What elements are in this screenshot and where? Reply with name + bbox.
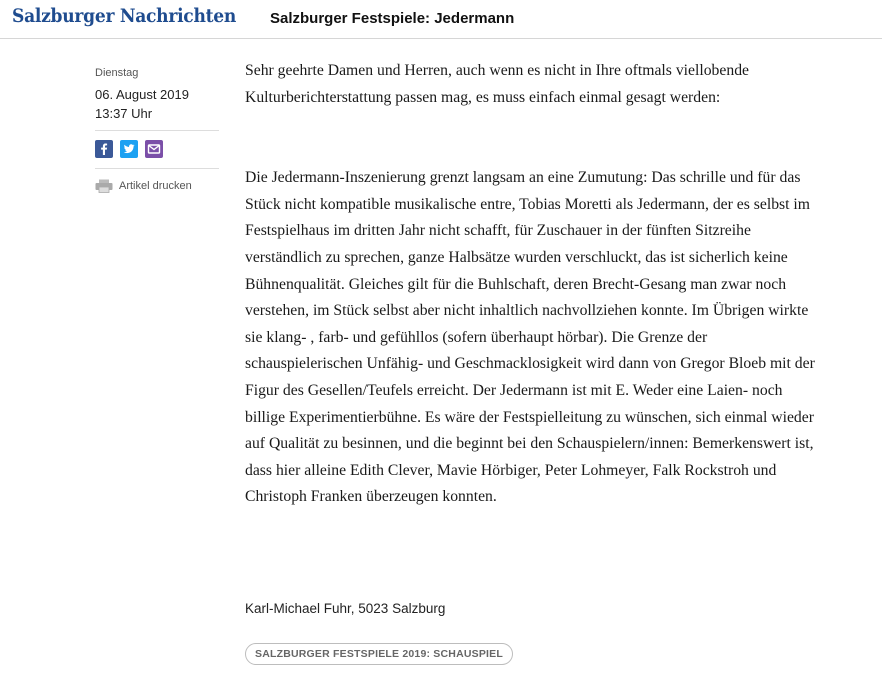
- twitter-share-button[interactable]: [120, 140, 138, 158]
- article-meta: [95, 67, 219, 123]
- divider: [95, 130, 219, 131]
- facebook-share-button[interactable]: [95, 140, 113, 158]
- site-header: [0, 0, 882, 39]
- publish-date: 06. August 2019: [95, 87, 189, 102]
- printer-icon: [95, 179, 113, 193]
- facebook-icon: [95, 140, 113, 158]
- article-body: [245, 58, 825, 511]
- site-logo[interactable]: Salzburger Nachrichten: [12, 5, 237, 27]
- mail-icon: [145, 140, 163, 158]
- page-title: Salzburger Festspiele: Jedermann: [270, 10, 515, 27]
- topic-tag[interactable]: SALZBURGER FESTSPIELE 2019: SCHAUSPIEL: [245, 643, 513, 665]
- article-paragraph: Sehr geehrte Damen und Herren, auch wenn es nicht in Ihre oftmals viellobende Kulturberichterstattung passen mag, es muss einfach einmal gesagt werden:: [245, 62, 749, 106]
- mail-share-button[interactable]: [145, 140, 163, 158]
- print-article-link[interactable]: [95, 179, 192, 193]
- twitter-icon: [120, 140, 138, 158]
- letter-author: Karl-Michael Fuhr, 5023 Salzburg: [245, 601, 446, 616]
- publish-day: Dienstag: [95, 67, 139, 79]
- article-paragraph: Die Jedermann-Inszenierung grenzt langsam an eine Zumutung: Das schrille und für das Stück nicht kompatible musikalische entre, Tobias Moretti als Jedermann, der es selbst im Festspielhaus im dritten Jahr nicht schafft, für Zuschauer in der fünften Sitzreihe verständlich zu sprechen, ganze Halbsätze wurden verschluckt, das ist sicherlich keine Bühnenqualität. Gleiches gilt für die Buhlschaft, deren Brecht-Gesang man zwar noch verstehen, im Stück selbst aber nicht inhaltlich nachvollziehen konnte. Im Übrigen wirkte sie klang- , farb- und gefühllos (sofern überhaupt hörbar). Die Grenze der schauspielerischen Unfähig- und Geschmacklosigkeit wird dann von Gregor Bloeb mit der Figur des Gesellen/Teufels erreicht. Der Jedermann ist mit E. Weder eine Laien- noch billige Experimentierbühne. Es wäre der Festspielleitung zu wünschen, sich einmal wieder auf Qualität zu besinnen, und die beginnt bei den Schauspielern/innen: Bemerkenswert ist, dass hier alleine Edith Clever, Mavie Hörbiger, Peter Lohmeyer, Falk Rockstroh und Christoph Franken überzeugen konnten.: [245, 169, 815, 506]
- share-bar: [95, 140, 170, 158]
- divider: [95, 168, 219, 169]
- publish-time: 13:37 Uhr: [95, 106, 153, 121]
- print-label: Artikel drucken: [119, 180, 192, 192]
